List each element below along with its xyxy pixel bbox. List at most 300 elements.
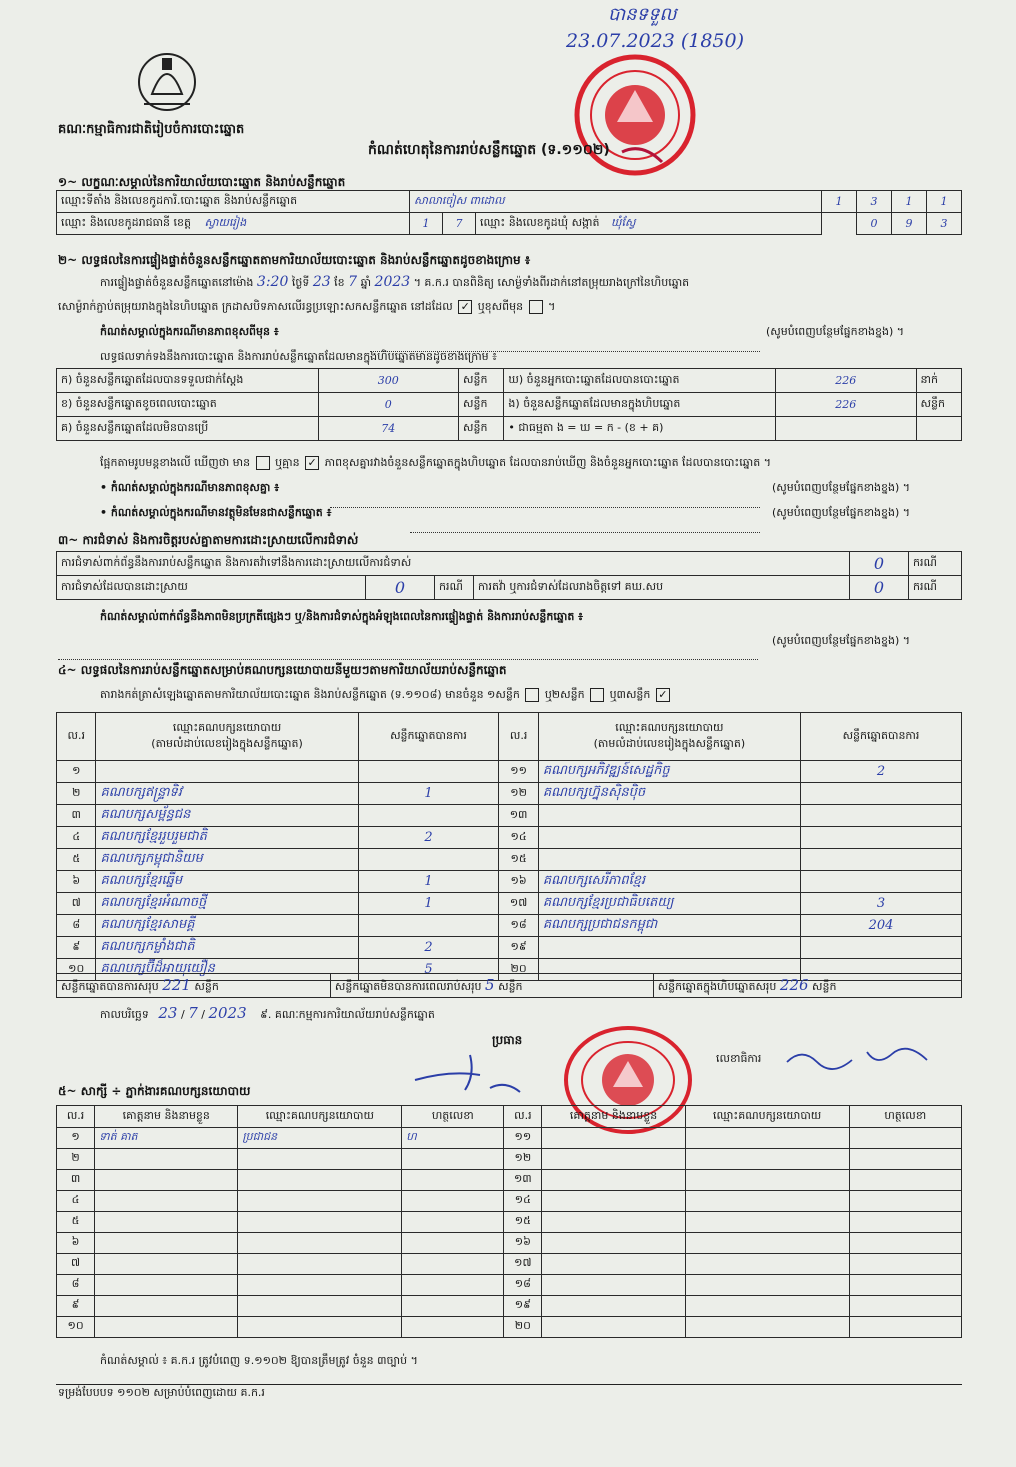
row-no: ៣ [57, 805, 96, 827]
vote-count: 5 [358, 959, 499, 981]
table-row [57, 827, 962, 849]
result-left-label: ខ) ចំនួនសន្លឹកឆ្នោតខូចពេលបោះឆ្នោត [57, 393, 319, 417]
section1-commune-cell [476, 213, 822, 235]
party-name [538, 937, 800, 959]
party-name: គណបក្សកម្លាំងជាតិ [96, 937, 358, 959]
section1-commune-value: ឃុំស្វែ [611, 215, 636, 229]
row-no: ១៤ [499, 827, 538, 849]
row-no: ៤ [57, 827, 96, 849]
party-name: គណបក្សហ្វ៊ុនស៊ិនប៉ិច [538, 783, 800, 805]
party-name: គណបក្សខ្មែរសាមគ្គី [96, 915, 358, 937]
section2-results-table [56, 368, 962, 441]
difference-no-checkbox[interactable]: ✓ [305, 456, 319, 470]
vote-count [358, 761, 499, 783]
made-year: 2023 [208, 1004, 247, 1022]
table-row [57, 783, 962, 805]
witness-party [685, 1296, 849, 1317]
table-row [57, 937, 962, 959]
col-party: ឈ្មោះគណបក្សនយោបាយ [238, 1106, 402, 1128]
witness-party [238, 1317, 402, 1338]
footer-text: ទម្រង់បែបបទ ១១០២ សម្រាប់បំពេញដោយ គ.ក.រ [58, 1386, 265, 1399]
witness-row [57, 1254, 962, 1275]
result-row [57, 393, 962, 417]
section2-result-intro: លទ្ធផលទាក់ទងនឹងការបោះឆ្នោត និងការរាប់សន្លឹកឆ្នោតដែលមានក្នុងហិបឆ្នោតមានដូចខាងក្រោម ៖ [100, 350, 497, 363]
made-on-line: កាលបរិច្ឆេទ 23 / 7 / 2023 ៩. គណៈកម្មការការិយាល័យរាប់សន្លឹកឆ្នោត [100, 1004, 435, 1022]
row-no: ៩ [57, 1296, 95, 1317]
appeal-value: 0 [850, 576, 909, 600]
handwritten-received: បានទទួល [608, 4, 677, 25]
result-left-label: ក) ចំនួនសន្លឹកឆ្នោតដែលបានទទួលជាក់ស្តែង [57, 369, 319, 393]
para-text: ឬ២សន្លឹក [544, 688, 585, 701]
witness-row [57, 1275, 962, 1296]
code-digit: 1 [892, 191, 927, 213]
row-no: ៧ [57, 893, 96, 915]
code-digit: 0 [857, 213, 892, 235]
witness-name: ទាត់ គាត [95, 1128, 238, 1149]
row-no: ១៣ [499, 805, 538, 827]
bullet-non-ballot: • កំណត់សម្គាល់ក្នុងករណីមានវត្ថុមិនមែនជាសន្លឹកឆ្នោត ៖ [100, 506, 332, 519]
unit: សន្លឹក [458, 393, 503, 417]
row-no: ១៧ [504, 1254, 542, 1275]
row-no: ១០ [57, 1317, 95, 1338]
code-digit: 3 [927, 213, 962, 235]
col-no: ល.រ [499, 713, 538, 761]
party-name: គណបក្សអភិវឌ្ឍន៍សេដ្ឋកិច្ច [538, 761, 800, 783]
section1-province-label: ឈ្មោះ និងលេខកូដរាជធានី ខេត្ត [61, 215, 191, 229]
president-signature [410, 1050, 530, 1100]
col-sign: ហត្ថលេខា [402, 1106, 504, 1128]
col-votes: សន្លឹកឆ្នោតបានការ [800, 713, 961, 761]
witness-signature [849, 1170, 961, 1191]
code-digit: 1 [927, 191, 962, 213]
witness-signature [402, 1149, 504, 1170]
col-party-sub: (តាមលំដាប់លេខរៀងក្នុងសន្លឹកឆ្នោត) [151, 736, 303, 750]
vote-count: 2 [800, 761, 961, 783]
vote-count [800, 783, 961, 805]
code-digit: 7 [443, 213, 476, 235]
witness-party [238, 1149, 402, 1170]
section3-title: ៣~ ការជំទាស់ និងការចិត្តរបស់គ្នាតាមការដោះស្រាយលើការជំទាស់ [58, 533, 359, 547]
unit: សន្លឹក [498, 979, 523, 993]
appeal-label: ការតវ៉ា ឬការជំទាស់ដែលរាងចិត្តទៅ គឃ.សប [474, 576, 850, 600]
row-no: ១១ [504, 1128, 542, 1149]
col-party-title: ឈ្មោះគណបក្សនយោបាយ [615, 720, 724, 734]
witness-signature [402, 1233, 504, 1254]
para-text: ។ [548, 300, 556, 313]
witness-name [542, 1254, 685, 1275]
vote-count: 1 [358, 893, 499, 915]
col-party-title: ឈ្មោះគណបក្សនយោបាយ [172, 720, 282, 734]
para-text: ភាពខុសគ្នារវាងចំនួនសន្លឹកឆ្នោតក្នុងហិបឆ្នោត ដែលបានរាប់ឃើញ និងចំនួនអ្នកបោះឆ្នោត ដែលបានបោះឆ្នោត ។ [324, 456, 771, 469]
one-sheet-checkbox[interactable] [525, 688, 539, 702]
result-right-label: ឃ) ចំនួនអ្នកបោះឆ្នោតដែលបានបោះឆ្នោត [504, 369, 776, 393]
row-no: ១០ [57, 959, 96, 981]
vote-count [358, 849, 499, 871]
witness-signature [849, 1296, 961, 1317]
day-label: ថ្ងៃទី [291, 276, 310, 289]
section2-compare [100, 456, 771, 472]
bullet-difference: • កំណត់សម្គាល់ក្នុងករណីមានភាពខុសគ្នា ៖ [100, 481, 280, 494]
witness-name [95, 1254, 238, 1275]
section1-province-cell [57, 213, 410, 235]
col-name: គោត្តនាម និងនាមខ្លួន [95, 1106, 238, 1128]
table-row [57, 805, 962, 827]
objection-label: ការជំទាស់ពាក់ព័ន្ធនឹងការរាប់សន្លឹកឆ្នោត និងការតវ៉ាទៅនឹងការដោះស្រាយលើការជំទាស់ [57, 552, 850, 576]
vote-count: 2 [358, 937, 499, 959]
unit: សន្លឹក [812, 979, 837, 993]
witness-name [542, 1317, 685, 1338]
party-name: គណបក្សឥន្ទ្រាទិវ [96, 783, 358, 805]
total-valid-value: 221 [162, 975, 191, 994]
result-row [57, 369, 962, 393]
handwritten-received-date: 23.07.2023 (1850) [566, 30, 745, 52]
witness-party [685, 1170, 849, 1191]
witness-name [542, 1275, 685, 1296]
witness-signature: ហ [402, 1128, 504, 1149]
section1-province-value: ស្វាយរៀង [204, 215, 247, 229]
fill-hint: (សូមបំពេញបន្ថែមផ្នែកខាងខ្នង) ។ [772, 481, 911, 494]
result-right-label: ង) ចំនួនសន្លឹកឆ្នោតដែលមានក្នុងហិបឆ្នោត [504, 393, 776, 417]
row-no: ១៦ [504, 1233, 542, 1254]
two-sheet-checkbox[interactable] [590, 688, 604, 702]
row-no: ១៩ [504, 1296, 542, 1317]
made-month: 7 [188, 1004, 198, 1022]
day-value: 23 [312, 274, 331, 290]
para-text: តារាងកត់ត្រាសំឡេងឆ្នោតតាមការិយាល័យបោះឆ្នោត និងរាប់សន្លឹកឆ្នោត (ទ.១១០៨) មានចំនួន ១សន្លឹក [100, 688, 520, 701]
party-name [538, 827, 800, 849]
witness-signature [402, 1191, 504, 1212]
total-valid-label: សន្លឹកឆ្នោតបានការសរុប [61, 979, 159, 993]
witness-signature [849, 1212, 961, 1233]
total-invalid-cell [330, 974, 653, 998]
row-no: ២ [57, 783, 96, 805]
month-label: ខែ [334, 276, 345, 289]
witness-signature [402, 1170, 504, 1191]
section2-title: ២~ លទ្ធផលនៃការផ្ទៀងផ្ទាត់ចំនួនសន្លឹកឆ្នោតតាមការិយាល័យបោះឆ្នោត និងរាប់សន្លឹកឆ្នោតដូចខាងក្រោម ៖ [58, 253, 531, 267]
row-no: ៨ [57, 915, 96, 937]
result-right-label: • ជាធម្មតា ង = ឃ = ក - (ខ + គ) [504, 417, 776, 441]
vote-count: 3 [800, 893, 961, 915]
unit: ករណី [909, 552, 962, 576]
month-value: 7 [348, 274, 358, 290]
witness-party [685, 1128, 849, 1149]
para-text: សោម៉្ងរាក់ភ្ជាប់តម្រុយរាងក្នុងនៃហិបឆ្នោត ក្រដាសបិទភាសលើរន្ធប្រឡោះសកសន្លឹកឆ្នោត នៅដដែល [58, 300, 453, 313]
col-no: ល.រ [57, 713, 96, 761]
row-no: ២ [57, 1149, 95, 1170]
witness-signature [402, 1317, 504, 1338]
section3-note: កំណត់សម្គាល់ពាក់ព័ន្ធនឹងភាពមិនប្រក្រតីផ្សេងៗ ឬ/និងការជំទាស់ក្នុងអំឡុងពេលនៃការផ្ទៀងផ្ទាត់ និងការរាប់សន្លឹកឆ្នោត ៖ [100, 610, 584, 623]
witness-name [542, 1170, 685, 1191]
witness-signature [849, 1233, 961, 1254]
witness-signature [402, 1296, 504, 1317]
row-no: ១៥ [504, 1212, 542, 1233]
row-no: ១២ [499, 783, 538, 805]
vote-count [800, 805, 961, 827]
col-sign: ហត្ថលេខា [849, 1106, 961, 1128]
witness-party [685, 1191, 849, 1212]
col-party [538, 713, 800, 761]
changed-checkbox[interactable] [529, 300, 543, 314]
row-no: ៣ [57, 1170, 95, 1191]
witness-row [57, 1170, 962, 1191]
result-left-label: គ) ចំនួនសន្លឹកឆ្នោតដែលមិនបានប្រើ [57, 417, 319, 441]
table-row [57, 915, 962, 937]
total-box-label: សន្លឹកឆ្នោតក្នុងហិបឆ្នោតសរុប [657, 979, 777, 993]
secretary-line [716, 1052, 761, 1068]
table-row [57, 849, 962, 871]
row-no: ១ [57, 761, 96, 783]
witness-row [57, 1191, 962, 1212]
witness-name [95, 1212, 238, 1233]
party-name: គណបក្សខ្មែរអំណាចថ្មី [96, 893, 358, 915]
witness-party [238, 1191, 402, 1212]
witness-name [542, 1233, 685, 1254]
witness-name [95, 1170, 238, 1191]
national-emblem-icon [132, 44, 202, 114]
code-digit: 9 [892, 213, 927, 235]
result-right-value [776, 417, 916, 441]
unit: សន្លឹក [458, 369, 503, 393]
unit: ករណី [435, 576, 474, 600]
col-name: គោត្តនាម និងនាមខ្លួន [542, 1106, 685, 1128]
total-invalid-value: 5 [485, 975, 495, 994]
witness-party: ប្រជាជន [238, 1128, 402, 1149]
vote-count [800, 849, 961, 871]
witness-row [57, 1149, 962, 1170]
president-label: ប្រធាន [492, 1033, 523, 1047]
witness-party [238, 1212, 402, 1233]
para-text: ផ្អែកតាមរូបមន្តខាងលើ ឃើញថា មាន [100, 456, 251, 469]
col-no: ល.រ [504, 1106, 542, 1128]
witness-name [542, 1191, 685, 1212]
vote-count [800, 827, 961, 849]
witness-name [542, 1128, 685, 1149]
row-no: ៦ [57, 871, 96, 893]
witness-party [685, 1254, 849, 1275]
section1-table [56, 190, 962, 235]
section5-title: ៥~ សាក្សី ÷ ភ្នាក់ងារគណបក្សនយោបាយ [58, 1084, 251, 1098]
unit: សន្លឹក [194, 979, 219, 993]
row-no: ៧ [57, 1254, 95, 1275]
row-no: ៤ [57, 1191, 95, 1212]
row-no: ២០ [504, 1317, 542, 1338]
resolved-label: ការជំទាស់ដែលបានដោះស្រាយ [57, 576, 366, 600]
section1-commune-label: ឈ្មោះ និងលេខកូដឃុំ សង្កាត់ [480, 215, 600, 229]
row-no: ៥ [57, 849, 96, 871]
difference-yes-checkbox[interactable] [256, 456, 270, 470]
party-name [96, 761, 358, 783]
col-party [96, 713, 358, 761]
witness-signature [849, 1275, 961, 1296]
objection-value: 0 [850, 552, 909, 576]
result-right-value: 226 [776, 369, 916, 393]
dotted-line [410, 518, 760, 537]
secretary-label: លេខាធិការ [716, 1052, 762, 1065]
total-box-value: 226 [779, 975, 809, 994]
witness-name [95, 1191, 238, 1212]
section4-totals [56, 973, 962, 998]
witness-signature [849, 1254, 961, 1275]
witness-signature [402, 1212, 504, 1233]
unit: ករណី [909, 576, 962, 600]
result-left-value: 300 [318, 369, 458, 393]
resolved-value: 0 [366, 576, 435, 600]
vote-count: 1 [358, 783, 499, 805]
party-name: គណបក្សប៊ីដ៏អាយុយឿន [96, 959, 358, 981]
row-no: ១៥ [499, 849, 538, 871]
witness-party [238, 1296, 402, 1317]
row-no: ៥ [57, 1212, 95, 1233]
row-no: ៨ [57, 1275, 95, 1296]
col-party-sub: (តាមលំដាប់លេខរៀងក្នុងសន្លឹកឆ្នោត) [593, 736, 746, 750]
witness-party [685, 1149, 849, 1170]
form-title: កំណត់ហេតុនៃការរាប់សន្លឹកឆ្នោត (ទ.១១០២) [368, 142, 610, 158]
section5-note: កំណត់សម្គាល់ ៖ គ.ក.រ ត្រូវបំពេញ ទ.១១០២ ឱ្យបានត្រឹមត្រូវ ចំនួន ៣ច្បាប់ ។ [100, 1354, 418, 1367]
total-valid-cell [57, 974, 331, 998]
witness-name [95, 1317, 238, 1338]
table-row [57, 761, 962, 783]
vote-count [800, 871, 961, 893]
total-invalid-label: សន្លឹកឆ្នោតមិនបានការពេលរាប់សរុប [334, 979, 482, 993]
witness-signature [402, 1275, 504, 1296]
unit: សន្លឹក [458, 417, 503, 441]
row-no: ៩ [57, 937, 96, 959]
total-box-cell [653, 974, 961, 998]
row-no: ២០ [499, 959, 538, 981]
committee-sign: ៩. គណៈកម្មការការិយាល័យរាប់សន្លឹកឆ្នោត [260, 1008, 435, 1021]
row-no: ១២ [504, 1149, 542, 1170]
vote-count [358, 915, 499, 937]
party-name: គណបក្សខ្មែរឆ្នើម [96, 871, 358, 893]
section4-results-table [56, 712, 962, 981]
col-party: ឈ្មោះគណបក្សនយោបាយ [685, 1106, 849, 1128]
witness-signature [849, 1128, 961, 1149]
unit: នាក់ [916, 369, 962, 393]
witness-name [542, 1212, 685, 1233]
witness-signature [402, 1254, 504, 1275]
party-name [538, 805, 800, 827]
result-left-value: 74 [318, 417, 458, 441]
row-no: ១៧ [499, 893, 538, 915]
unit: សន្លឹក [916, 393, 962, 417]
result-right-value: 226 [776, 393, 916, 417]
witness-name [542, 1296, 685, 1317]
code-digit: 3 [857, 191, 892, 213]
row-no: ១៤ [504, 1191, 542, 1212]
section5-table [56, 1105, 962, 1338]
fill-hint: (សូមបំពេញបន្ថែមផ្នែកខាងខ្នង) ។ [772, 634, 911, 647]
fill-hint: (សូមបំពេញបន្ថែមផ្នែកខាងខ្នង) ។ [772, 506, 911, 519]
made-day: 23 [158, 1004, 178, 1022]
code-digit: 1 [410, 213, 443, 235]
section2-para-b [58, 300, 555, 316]
section4-intro [100, 688, 672, 704]
intact-checkbox[interactable]: ✓ [458, 300, 472, 314]
party-name: គណបក្សប្រជាជនកម្ពុជា [538, 915, 800, 937]
para-text: ឬគ្មាន [275, 456, 300, 469]
secretary-signature [782, 1042, 932, 1072]
para-text: ឬខុសពីមុន [477, 300, 524, 313]
witness-party [238, 1254, 402, 1275]
section1-location-label: ឈ្មោះទីតាំង និងលេខកូដការិ.បោះឆ្នោត និងរាប់សន្លឹកឆ្នោត [57, 191, 410, 213]
table-row [57, 871, 962, 893]
party-name: គណបក្សខ្មែររួបរួមជាតិ [96, 827, 358, 849]
section2-note-label: កំណត់សម្គាល់ក្នុងករណីមានភាពខុសពីមុន ៖ [100, 325, 279, 338]
vote-count [800, 937, 961, 959]
year-label: ឆ្នាំ [360, 276, 372, 289]
col-no: ល.រ [57, 1106, 95, 1128]
witness-party [685, 1233, 849, 1254]
witness-party [238, 1275, 402, 1296]
witness-row [57, 1212, 962, 1233]
para-text: ។ គ.ក.រ បានពិនិត្យ សោម៉្ងទាំងពីរដាក់នៅតម្រុយរាងក្រៅនៃហិបឆ្នោត [413, 276, 690, 289]
vote-count: 2 [358, 827, 499, 849]
section4-title: ៤~ លទ្ធផលនៃការរាប់សន្លឹកឆ្នោតសម្រាប់គណបក្សនយោបាយនីមួយៗតាមការិយាល័យរាប់សន្លឹកឆ្នោត [58, 663, 507, 677]
col-votes: សន្លឹកឆ្នោតបានការ [358, 713, 499, 761]
result-row [57, 417, 962, 441]
fill-hint: (សូមបំពេញបន្ថែមផ្នែកខាងខ្នង) ។ [766, 325, 905, 338]
row-no: ១៣ [504, 1170, 542, 1191]
para-text: ការផ្ទៀងផ្ទាត់ចំនួនសន្លឹកឆ្នោតនៅម៉ោង [100, 276, 254, 289]
section1-title: ១~ លក្ខណៈសម្គាល់នៃការិយាល័យបោះឆ្នោត និងរាប់សន្លឹកឆ្នោត [58, 175, 346, 189]
row-no: ១ [57, 1128, 95, 1149]
witness-party [238, 1233, 402, 1254]
party-name: គណបក្សសេរីភាពខ្មែរ [538, 871, 800, 893]
witness-name [95, 1233, 238, 1254]
row-no: ១៩ [499, 937, 538, 959]
witness-row [57, 1317, 962, 1338]
committee-name: គណៈកម្មាធិការជាតិរៀបចំការបោះឆ្នោត [58, 122, 245, 137]
witness-signature [849, 1191, 961, 1212]
footer-divider [56, 1384, 962, 1385]
vote-count: 1 [358, 871, 499, 893]
code-digit: 1 [822, 191, 857, 213]
witness-signature [849, 1317, 961, 1338]
witness-row [57, 1128, 962, 1149]
witness-name [95, 1275, 238, 1296]
witness-party [685, 1317, 849, 1338]
witness-name [542, 1149, 685, 1170]
section2-para-a [100, 274, 689, 292]
witness-party [685, 1212, 849, 1233]
row-no: ១៦ [499, 871, 538, 893]
result-left-value: 0 [318, 393, 458, 417]
witness-row [57, 1296, 962, 1317]
dotted-line [330, 493, 760, 512]
section3-table [56, 551, 962, 600]
party-name [538, 849, 800, 871]
section1-location-value: សាលាចៀស ពាដោល [410, 191, 822, 213]
row-no: ១៨ [499, 915, 538, 937]
vote-count [358, 805, 499, 827]
witness-party [685, 1275, 849, 1296]
party-name: គណបក្សកម្ពុជានិយម [96, 849, 358, 871]
para-text: ឬ៣សន្លឹក [609, 688, 651, 701]
witness-row [57, 1233, 962, 1254]
row-no: ១៨ [504, 1275, 542, 1296]
witness-name [95, 1296, 238, 1317]
party-name: គណបក្សសម្ព័ន្ធជន [96, 805, 358, 827]
row-no: ៦ [57, 1233, 95, 1254]
witness-signature [849, 1149, 961, 1170]
party-name: គណបក្សខ្មែរប្រជាធិបតេយ្យ [538, 893, 800, 915]
vote-count: 204 [800, 915, 961, 937]
year-value: 2023 [374, 274, 411, 290]
witness-party [238, 1170, 402, 1191]
three-sheet-checkbox[interactable]: ✓ [656, 688, 670, 702]
made-on-label: កាលបរិច្ឆេទ [100, 1008, 149, 1021]
table-row [57, 893, 962, 915]
